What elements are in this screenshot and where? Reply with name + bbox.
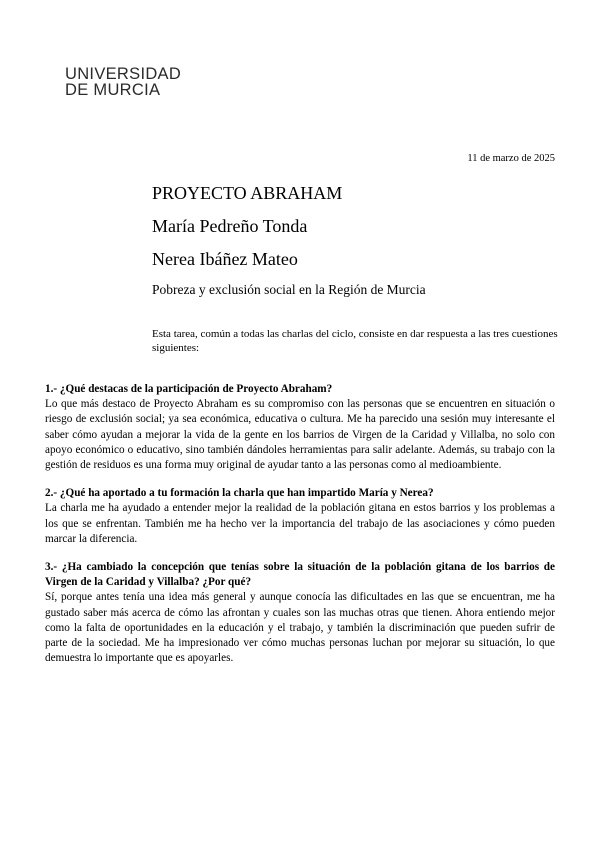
document-subject: Pobreza y exclusión social en la Región de Murcia	[152, 282, 426, 297]
author-2: Nerea Ibáñez Mateo	[152, 249, 298, 269]
question-3: 3.- ¿Ha cambiado la concepción que tenías sobre la situación de la población gitana de los barrios de Virgen de la Caridad y Villalba? ¿Por qué?	[45, 561, 555, 589]
document-title: PROYECTO ABRAHAM	[152, 183, 343, 203]
question-block-3	[45, 560, 555, 666]
answer-1: Lo que más destaco de Proyecto Abraham es su compromiso con las personas que se encuentren en situación o riesgo de exclusión social; ya sea económica, educativa o cultura. Me ha parecido una sesión muy interesante el saber cómo ayudan a mejorar la vida de la gente en los barrios de Virgen de la Caridad y Villalba, no solo con apoyo económico o educativo, sino también dándoles herramientas para salir adelante. Además, su trabajo con la gestión de residuos es una forma muy original de ayudar tanto a las personas como al medioambiente.	[45, 398, 555, 472]
question-block-2	[45, 486, 555, 547]
answer-2: La charla me ha ayudado a entender mejor la realidad de la población gitana en estos barrios y los problemas a los que se enfrentan. También me ha hecho ver la importancia del trabajo de las asociaciones y cómo pueden marcar la diferencia.	[45, 502, 555, 545]
intro-paragraph: Esta tarea, común a todas las charlas del ciclo, consiste en dar respuesta a las tres cuestiones siguientes:	[152, 328, 558, 354]
document-date: 11 de marzo de 2025	[467, 153, 555, 164]
logo-line-2: DE MURCIA	[65, 81, 161, 99]
document-header	[152, 182, 426, 298]
question-1: 1.- ¿Qué destacas de la participación de Proyecto Abraham?	[45, 383, 333, 395]
questions-section	[45, 382, 555, 679]
university-logo	[65, 66, 181, 98]
answer-3: Sí, porque antes tenía una idea más general y aunque conocía las dificultades en las que se encuentran, me ha gustado saber más acerca de cómo las afrontan y cuales son las muchas otras que tienen. Ahora entiendo mejor como la falta de oportunidades en la educación y el trabajo, y también la discriminación que pueden sufrir de parte de la sociedad. Me ha impresionado ver cómo muchas personas luchan por mejorar su situación, lo que demuestra lo importante que es apoyarles.	[45, 591, 555, 665]
question-2: 2.- ¿Qué ha aportado a tu formación la charla que han impartido María y Nerea?	[45, 487, 434, 500]
question-block-1	[45, 382, 555, 473]
author-1: María Pedreño Tonda	[152, 216, 308, 236]
logo-line-1: UNIVERSIDAD	[65, 65, 182, 83]
